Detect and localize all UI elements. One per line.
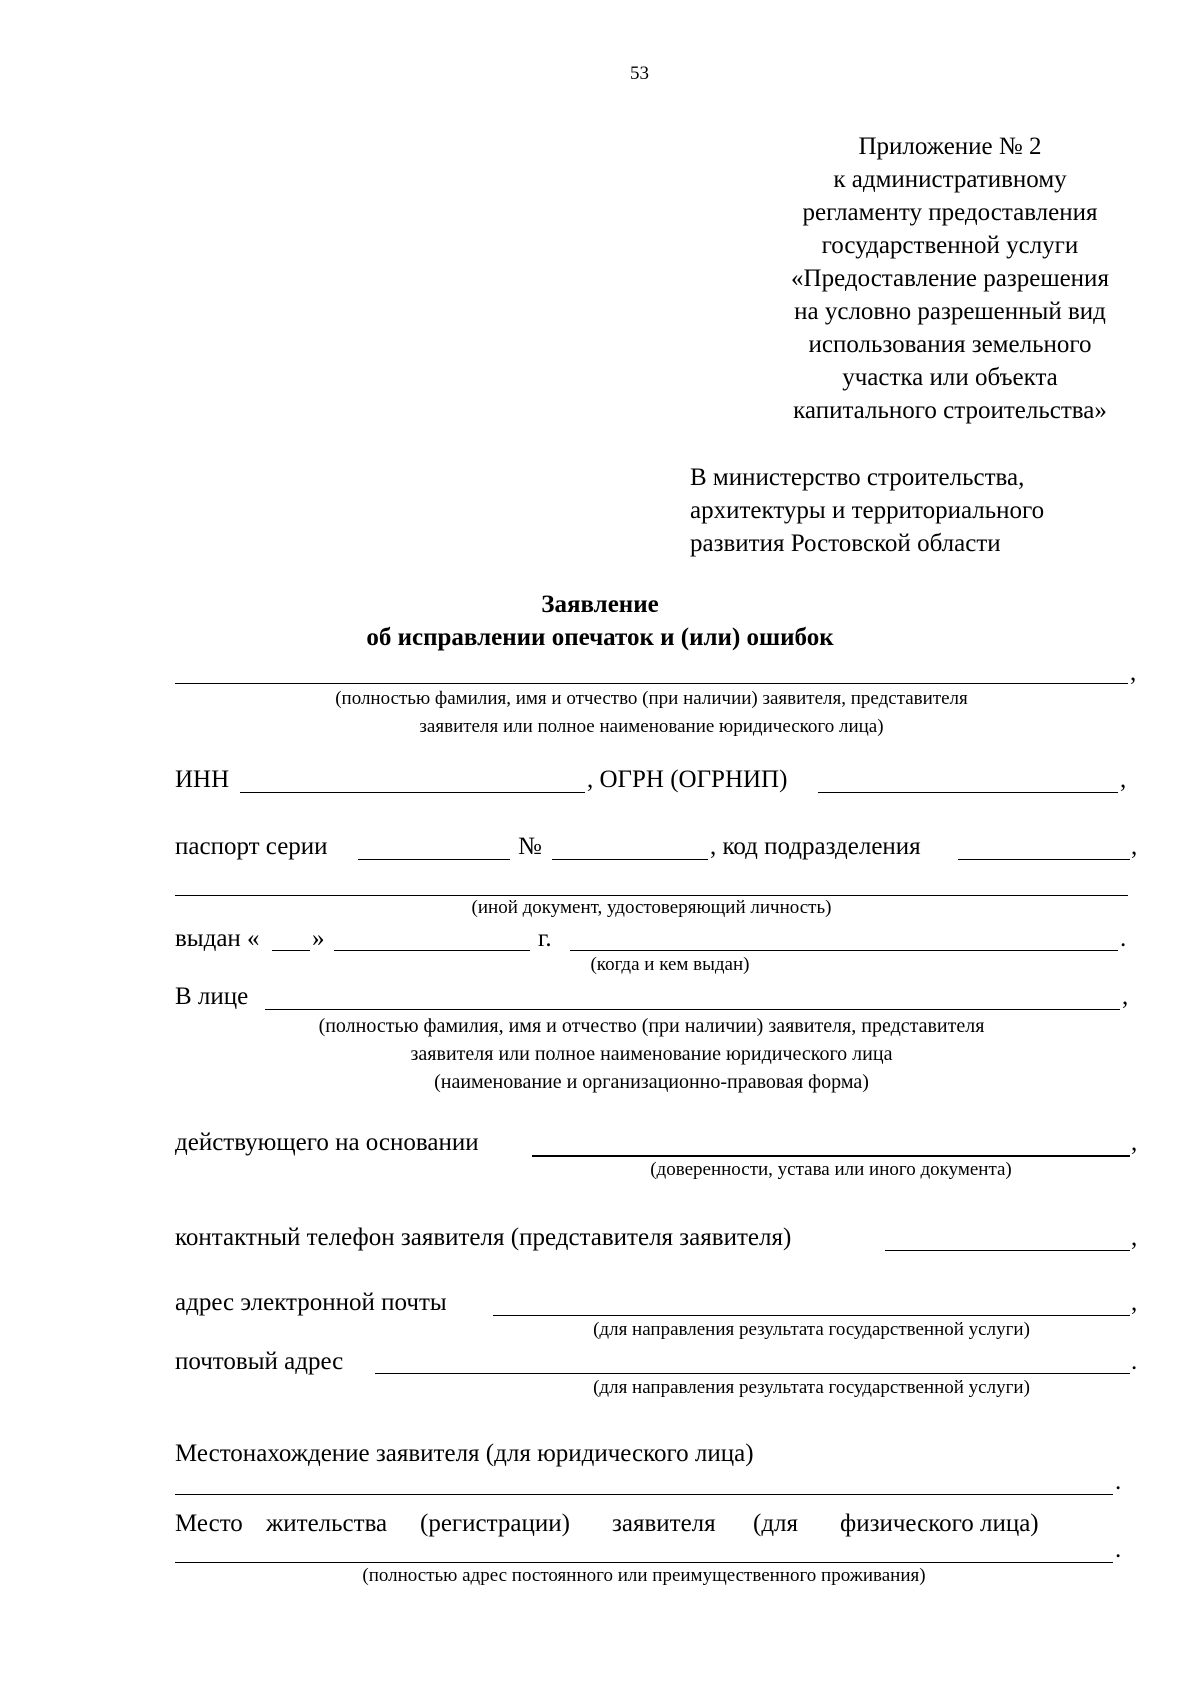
postal-field[interactable] (375, 1373, 1130, 1374)
caption-line: (полностью фамилия, имя и отчество (при наличии) заявителя, представителя (335, 688, 968, 709)
postal-label: почтовый адрес (175, 1348, 344, 1375)
appendix-header (760, 130, 1140, 427)
residence-word: (регистрации) (420, 1510, 570, 1537)
document-title: Заявление (541, 591, 659, 618)
issued-quote-close: » (312, 925, 325, 952)
appendix-line: капитального строительства» (793, 397, 1107, 424)
other-document-field[interactable] (175, 895, 1128, 896)
residence-caption: (полностью адрес постоянного или преимущественного проживания) (362, 1565, 926, 1586)
appendix-line: к административному (833, 166, 1067, 193)
caption-line: заявителя или полное наименование юридического лица (410, 1043, 893, 1065)
passport-number-label: № (518, 833, 542, 860)
passport-series-field[interactable] (358, 859, 510, 860)
email-comma: , (1131, 1289, 1138, 1316)
issued-period: . (1120, 925, 1127, 952)
division-code-field[interactable] (958, 859, 1130, 860)
residence-period: . (1115, 1536, 1122, 1563)
appendix-line: участка или объекта (842, 364, 1058, 391)
addressee-block (690, 461, 1044, 560)
addressee-line: архитектуры и территориального (690, 497, 1045, 524)
in-person-caption (175, 1012, 1128, 1096)
in-person-label: В лице (175, 983, 249, 1010)
appendix-line: Приложение № 2 (858, 133, 1042, 160)
document-subtitle: об исправлении опечаток и (или) ошибок (366, 624, 834, 651)
caption-line: (наименование и организационно-правовая форма) (434, 1071, 869, 1093)
phone-label: контактный телефон заявителя (представителя заявителя) (175, 1224, 792, 1251)
passport-number-field[interactable] (552, 859, 708, 860)
caption-line: заявителя или полное наименование юридического лица) (419, 716, 884, 737)
location-field[interactable] (175, 1494, 1113, 1495)
division-code-label: , код подразделения (710, 833, 921, 860)
page-number: 53 (630, 63, 649, 84)
acting-basis-field[interactable] (532, 1155, 1130, 1157)
phone-comma: , (1131, 1224, 1138, 1251)
year-label: г. (538, 925, 552, 952)
issued-caption: (когда и кем выдан) (590, 954, 750, 975)
division-code-comma: , (1131, 833, 1138, 860)
location-label: Местонахождение заявителя (для юридического лица) (175, 1440, 754, 1467)
applicant-caption (175, 685, 1128, 741)
passport-series-label: паспорт серии (175, 833, 328, 860)
residence-word: жительства (266, 1510, 388, 1537)
acting-basis-comma: , (1131, 1129, 1138, 1156)
issued-month-field[interactable] (334, 950, 530, 951)
in-person-field[interactable] (265, 1009, 1120, 1010)
email-field[interactable] (493, 1315, 1130, 1316)
phone-field[interactable] (885, 1250, 1130, 1251)
appendix-line: использования земельного (808, 331, 1092, 358)
issued-label: выдан « (175, 925, 260, 952)
issued-by-field[interactable] (570, 950, 1118, 951)
email-label: адрес электронной почты (175, 1289, 447, 1316)
ogrn-label: , ОГРН (ОГРНИП) (587, 766, 788, 793)
inn-field[interactable] (240, 792, 585, 793)
applicant-comma: , (1130, 659, 1137, 686)
residence-word: (для (753, 1510, 799, 1537)
addressee-line: развития Ростовской области (690, 530, 1001, 557)
ogrn-field[interactable] (818, 792, 1118, 793)
addressee-line: В министерство строительства, (690, 464, 1025, 491)
inn-label: ИНН (175, 766, 230, 793)
postal-caption: (для направления результата государственной услуги) (593, 1377, 1030, 1398)
location-period: . (1115, 1468, 1122, 1495)
acting-basis-caption: (доверенности, устава или иного документа) (650, 1159, 1012, 1180)
acting-basis-label: действующего на основании (175, 1129, 479, 1156)
appendix-line: «Предоставление разрешения (791, 265, 1109, 292)
residence-word: физического лица) (840, 1510, 1039, 1537)
issued-day-field[interactable] (272, 950, 310, 951)
caption-line: (полностью фамилия, имя и отчество (при наличии) заявителя, представителя (318, 1015, 985, 1037)
in-person-comma: , (1122, 983, 1129, 1010)
residence-word: заявителя (612, 1510, 716, 1537)
applicant-name-line[interactable] (175, 683, 1128, 684)
appendix-line: регламенту предоставления (802, 199, 1098, 226)
ogrn-comma: , (1120, 766, 1127, 793)
residence-word: Место (175, 1510, 243, 1537)
email-caption: (для направления результата государственной услуги) (593, 1319, 1030, 1340)
postal-period: . (1131, 1348, 1138, 1375)
residence-field[interactable] (175, 1562, 1113, 1563)
other-document-caption: (иной документ, удостоверяющий личность) (471, 897, 832, 918)
appendix-line: государственной услуги (821, 232, 1079, 259)
appendix-line: на условно разрешенный вид (794, 298, 1106, 325)
